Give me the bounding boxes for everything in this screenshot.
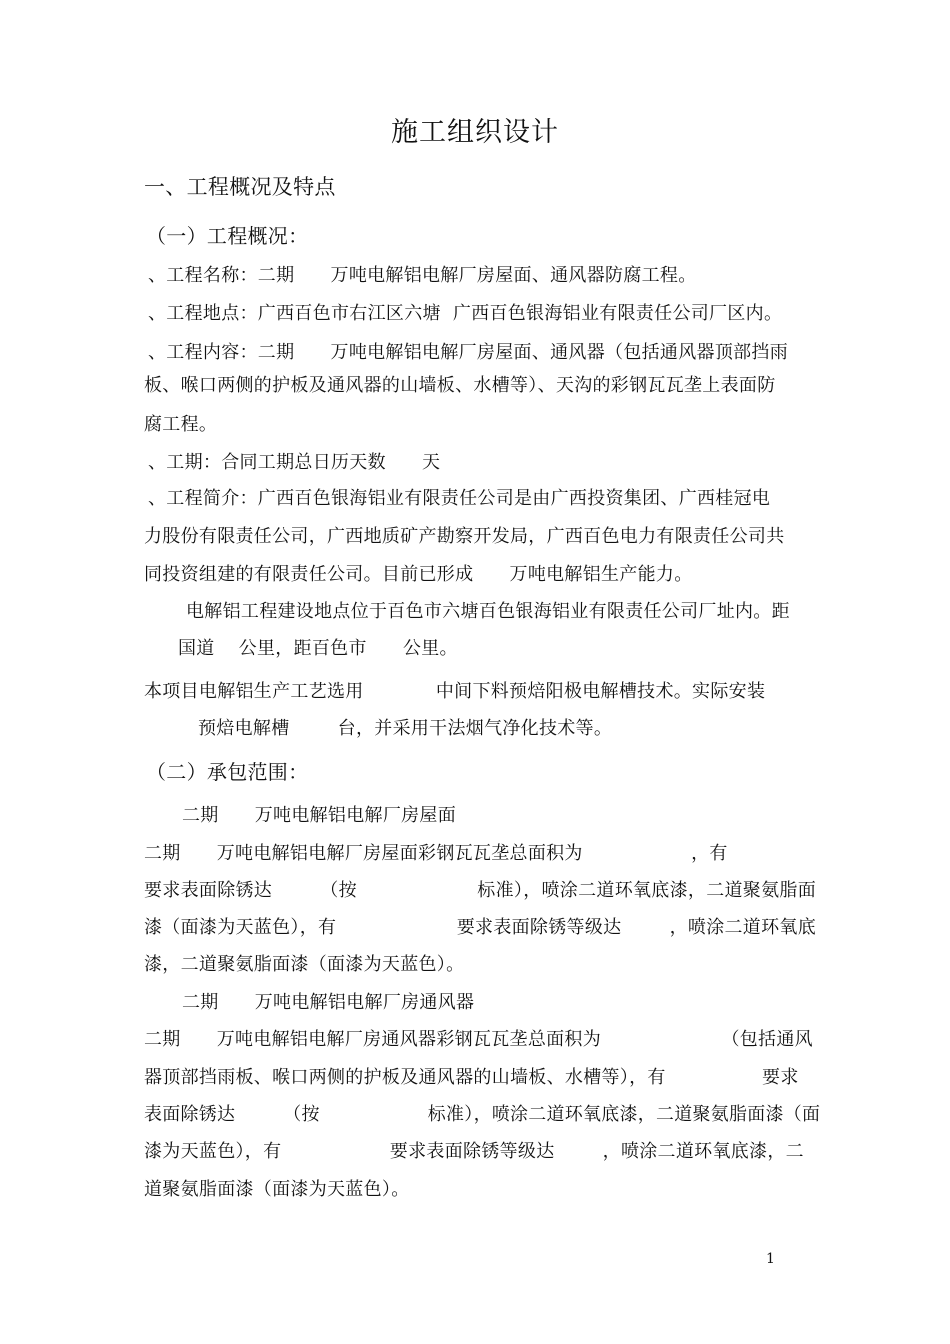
scope-vent-line-1: 二期 万吨电解铝电解厂房通风器彩钢瓦瓦垄总面积为 （包括通风 xyxy=(144,1029,813,1050)
item-project-name: 、工程名称：二期 万吨电解铝电解厂房屋面、通风器防腐工程。 xyxy=(148,265,697,286)
item-project-intro-line-2: 力股份有限责任公司，广西地质矿产勘察开发局，广西百色电力有限责任公司共 xyxy=(144,526,785,547)
paragraph-tech-line-1: 本项目电解铝生产工艺选用 中间下料预焙阳极电解槽技术。实际安装 xyxy=(144,681,766,702)
item-project-location: 、工程地点：广西百色市右江区六塘 广西百色银海铝业有限责任公司厂区内。 xyxy=(148,303,783,324)
subsection-heading-overview: （一）工程概况： xyxy=(146,224,309,248)
scope-vent-line-5: 道聚氨脂面漆（面漆为天蓝色）。 xyxy=(144,1179,410,1200)
item-project-intro-line-3: 同投资组建的有限责任公司。目前已形成 万吨电解铝生产能力。 xyxy=(144,564,693,585)
item-project-content-line-3: 腐工程。 xyxy=(144,414,218,435)
scope-vent-line-3: 表面除锈达 （按 标准），喷涂二道环氧底漆，二道聚氨脂面漆（面 xyxy=(144,1104,821,1125)
scope-roof-line-4: 漆，二道聚氨脂面漆（面漆为天蓝色）。 xyxy=(144,954,465,975)
scope-roof-line-3: 漆（面漆为天蓝色），有 要求表面除锈等级达 ，喷涂二道环氧底 xyxy=(144,917,817,938)
item-project-period: 、工期：合同工期总日历天数 天 xyxy=(148,452,441,473)
scope-roof-heading: 二期 万吨电解铝电解厂房屋面 xyxy=(182,805,457,826)
paragraph-site-line-2: 国道 公里，距百色市 公里。 xyxy=(178,638,458,659)
document-title: 施工组织设计 xyxy=(391,117,559,148)
item-project-intro-line-1: 、工程简介：广西百色银海铝业有限责任公司是由广西投资集团、广西桂冠电 xyxy=(148,488,771,509)
paragraph-tech-line-2: 预焙电解槽 台，并采用干法烟气净化技术等。 xyxy=(198,718,613,739)
scope-roof-line-2: 要求表面除锈达 （按 标准），喷涂二道环氧底漆，二道聚氨脂面 xyxy=(144,880,817,901)
subsection-heading-scope: （二）承包范围： xyxy=(146,760,309,784)
section-heading-overview: 一、工程概况及特点 xyxy=(144,175,336,199)
scope-vent-heading: 二期 万吨电解铝电解厂房通风器 xyxy=(182,992,475,1013)
scope-vent-line-2: 器顶部挡雨板、喉口两侧的护板及通风器的山墙板、水槽等），有 要求 xyxy=(144,1067,799,1088)
item-project-content-line-2: 板、喉口两侧的护板及通风器的山墙板、水槽等）、天沟的彩钢瓦瓦垄上表面防 xyxy=(144,375,776,396)
paragraph-site-line-1: 电解铝工程建设地点位于百色市六塘百色银海铝业有限责任公司厂址内。距 xyxy=(186,601,790,622)
scope-vent-line-4: 漆为天蓝色），有 要求表面除锈等级达 ，喷涂二道环氧底漆，二 xyxy=(144,1141,804,1162)
page-number: 1 xyxy=(766,1251,775,1267)
scope-roof-line-1: 二期 万吨电解铝电解厂房屋面彩钢瓦瓦垄总面积为 ，有 xyxy=(144,843,728,864)
item-project-content-line-1: 、工程内容：二期 万吨电解铝电解厂房屋面、通风器（包括通风器顶部挡雨 xyxy=(148,342,789,363)
